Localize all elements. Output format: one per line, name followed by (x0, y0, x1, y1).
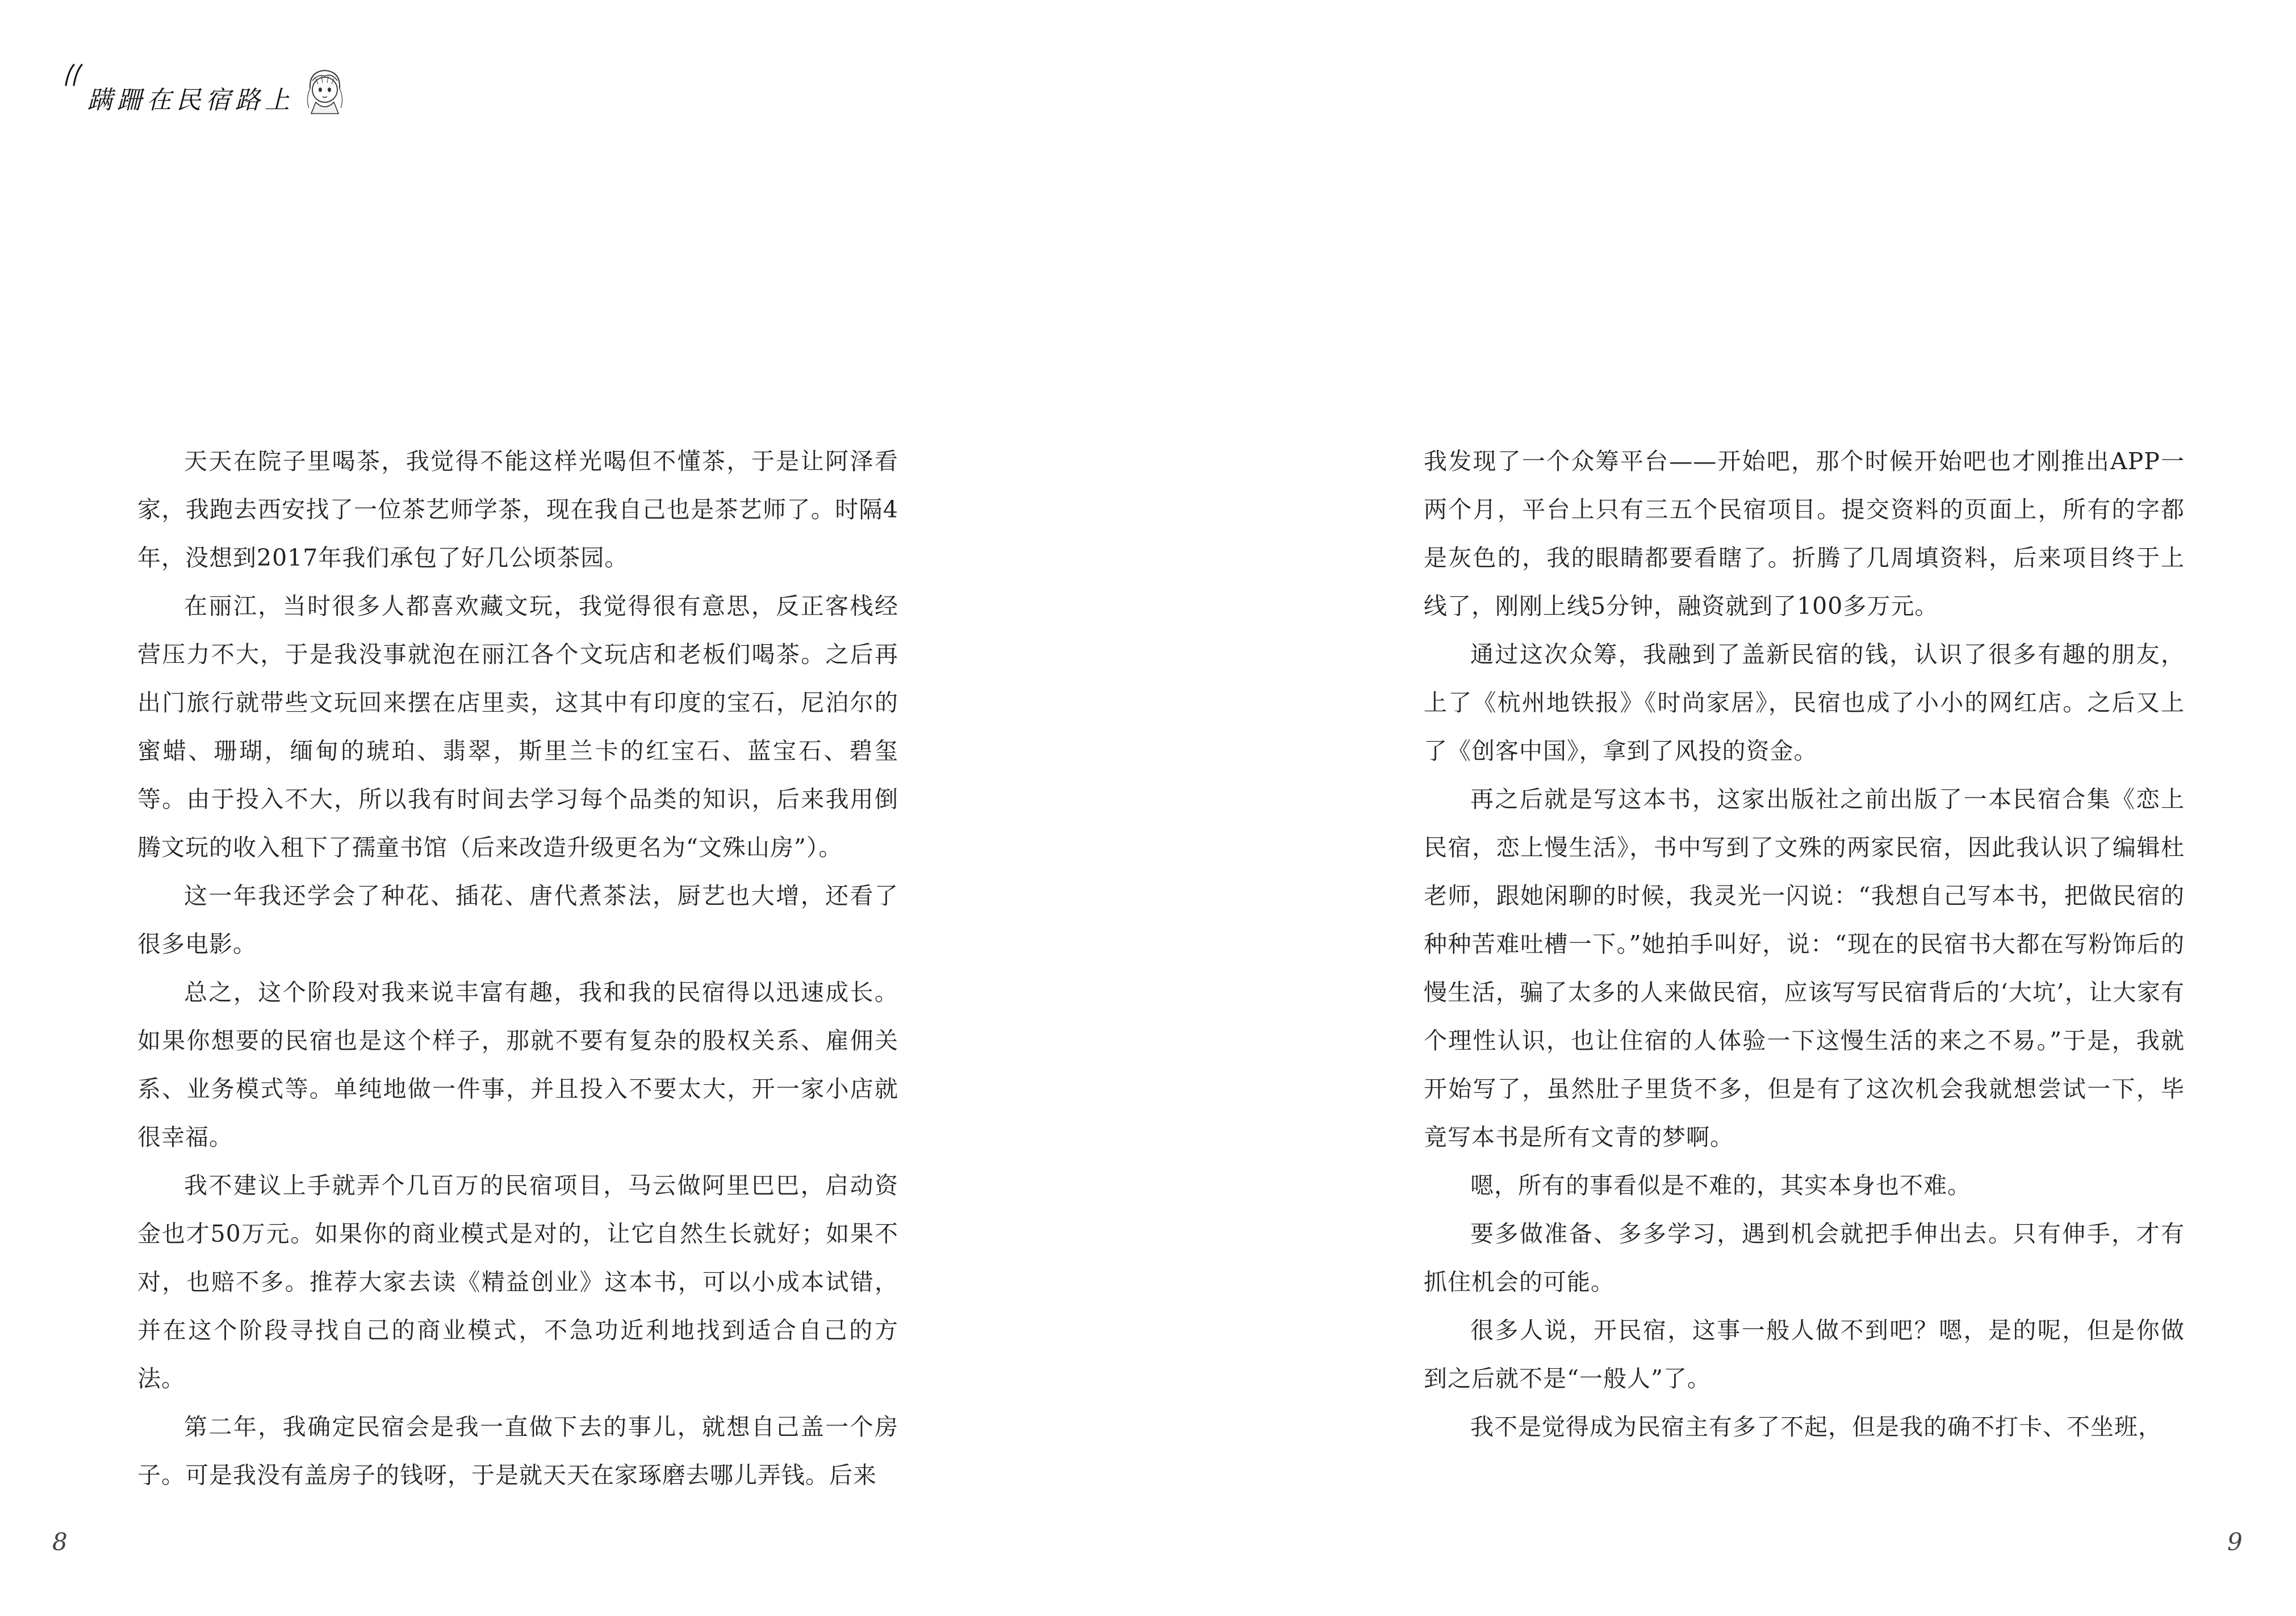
paragraph: 要多做准备、多多学习，遇到机会就把手伸出去。只有伸手，才有抓住机会的可能。 (1424, 1220, 2185, 1296)
paragraph: 嗯，所有的事看似是不难的，其实本身也不难。 (1470, 1172, 1971, 1199)
running-header-title: 蹒跚在民宿路上 (87, 86, 294, 115)
paragraph-continued: 我发现了一个众筹平台——开始吧，那个时候开始吧也才刚推出APP一两个月，平台上只有三五个民宿项目。提交资料的页面上，所有的字都是灰色的，我的眼睛都要看瞎了。折腾了几周填资料，后来项目终于上线了，刚刚上线5分钟，融资就到了100多万元。 (1424, 448, 2185, 620)
double-quote-stroke-icon (64, 62, 90, 89)
paragraph: 很多人说，开民宿，这事一般人做不到吧？嗯，是的呢，但是你做到之后就不是“一般人”了。 (1424, 1317, 2185, 1392)
paragraph: 我不建议上手就弄个几百万的民宿项目，马云做阿里巴巴，启动资金也才50万元。如果你的商业模式是对的，让它自然生长就好；如果不对，也赔不多。推荐大家去读《精益创业》这本书，可以小成本试错，并在这个阶段寻找自己的商业模式，不急功近利地找到适合自己的方法。 (137, 1172, 898, 1392)
page-number-right: 9 (2227, 1528, 2243, 1556)
paragraph: 天天在院子里喝茶，我觉得不能这样光喝但不懂茶，于是让阿泽看家，我跑去西安找了一位茶艺师学茶，现在我自己也是茶艺师了。时隔4年，没想到2017年我们承包了好几公顷茶园。 (137, 448, 898, 571)
paragraph: 这一年我还学会了种花、插花、唐代煮茶法，厨艺也大增，还看了很多电影。 (137, 882, 898, 958)
page-number-left: 8 (52, 1528, 68, 1556)
running-header (64, 61, 351, 118)
paragraph: 在丽江，当时很多人都喜欢藏文玩，我觉得很有意思，反正客栈经营压力不大，于是我没事就泡在丽江各个文玩店和老板们喝茶。之后再出门旅行就带些文玩回来摆在店里卖，这其中有印度的宝石，尼泊尔的蜜蜡、珊瑚，缅甸的琥珀、翡翠，斯里兰卡的红宝石、蓝宝石、碧玺等。由于投入不大，所以我有时间去学习每个品类的知识，后来我用倒腾文玩的收入租下了孺童书馆（后来改造升级更名为“文殊山房”）。 (137, 592, 898, 861)
paragraph: 总之，这个阶段对我来说丰富有趣，我和我的民宿得以迅速成长。如果你想要的民宿也是这个样子，那就不要有复杂的股权关系、雇佣关系、业务模式等。单纯地做一件事，并且投入不要太大，开一家小店就很幸福。 (137, 979, 898, 1151)
paragraph: 第二年，我确定民宿会是我一直做下去的事儿，就想自己盖一个房子。可是我没有盖房子的钱呀，于是就天天在家琢磨去哪儿弄钱。后来 (137, 1413, 898, 1489)
cartoon-girl-icon (299, 64, 351, 116)
right-page-body (1424, 437, 2185, 1451)
left-page-body (137, 437, 898, 1500)
paragraph: 我不是觉得成为民宿主有多了不起，但是我的确不打卡、不坐班， (1470, 1413, 2162, 1440)
paragraph: 通过这次众筹，我融到了盖新民宿的钱，认识了很多有趣的朋友，上了《杭州地铁报》《时尚家居》，民宿也成了小小的网红店。之后又上了《创客中国》，拿到了风投的资金。 (1424, 641, 2185, 765)
paragraph: 再之后就是写这本书，这家出版社之前出版了一本民宿合集《恋上民宿，恋上慢生活》，书中写到了文殊的两家民宿，因此我认识了编辑杜老师，跟她闲聊的时候，我灵光一闪说：“我想自己写本书，把做民宿的种种苦难吐槽一下。”她拍手叫好，说：“现在的民宿书大都在写粉饰后的慢生活，骗了太多的人来做民宿，应该写写民宿背后的‘大坑’，让大家有个理性认识，也让住宿的人体验一下这慢生活的来之不易。”于是，我就开始写了，虽然肚子里货不多，但是有了这次机会我就想尝试一下，毕竟写本书是所有文青的梦啊。 (1424, 786, 2185, 1151)
